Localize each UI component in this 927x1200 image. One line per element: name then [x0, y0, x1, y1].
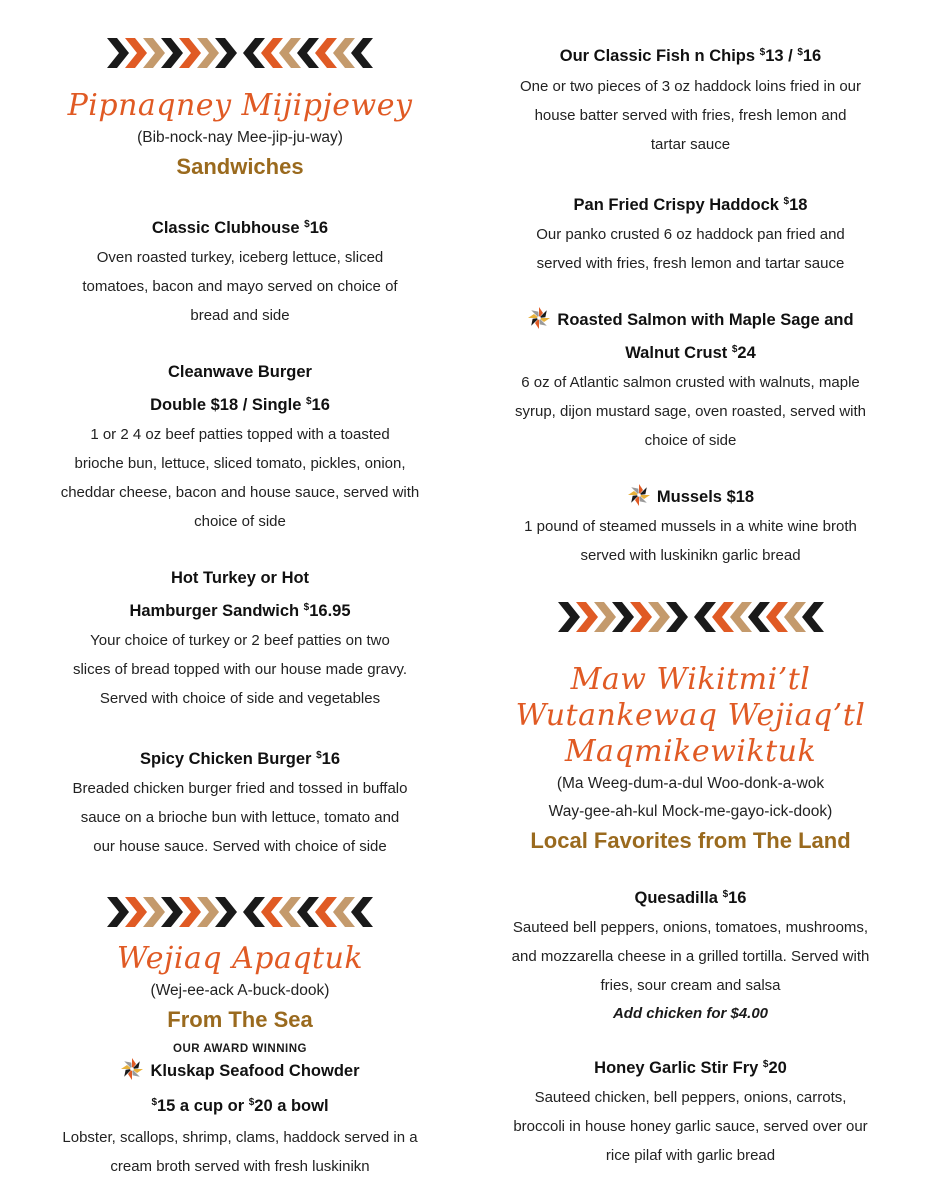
item-title: Hot Turkey or Hot	[170, 569, 310, 587]
land-title-en: Local Favorites from The Land	[530, 828, 851, 853]
eight-point-star-icon	[627, 483, 651, 507]
item-desc-line: choice of side	[194, 513, 286, 530]
item-title: Mussels $18	[478, 483, 903, 512]
item-desc-line: and mozzarella cheese in a grilled tortilla. Served with	[511, 948, 870, 965]
menu-item-classic-clubhouse	[30, 210, 450, 330]
sea-pronunciation: (Wej-ee-ack A-buck-dook)	[150, 982, 330, 999]
chowder-title: Kluskap Seafood Chowder	[30, 1057, 450, 1086]
item-desc-line: cheddar cheese, bacon and house sauce, served with	[60, 484, 420, 501]
item-desc-line: tartar sauce	[650, 136, 731, 153]
chevron-divider-right	[556, 602, 826, 632]
item-desc-line: house batter served with fries, fresh lemon and	[534, 107, 847, 124]
item-desc-line: Your choice of turkey or 2 beef patties on two	[90, 632, 390, 649]
item-desc-line: brioche bun, lettuce, sliced tomato, pickles, onion,	[74, 455, 406, 472]
item-title: Honey Garlic Stir Fry $20	[594, 1059, 787, 1077]
right-column	[478, 0, 903, 1170]
item-desc-line: 6 oz of Atlantic salmon crusted with walnuts, maple	[521, 374, 860, 391]
menu-item-hot-turkey	[30, 564, 450, 713]
sea-title-mikmaq: Wejiaq Apaqtuk	[116, 941, 364, 976]
item-note: Add chicken for $4.00	[612, 1005, 769, 1022]
item-title: Classic Clubhouse $16	[151, 219, 329, 237]
item-desc-line: 1 pound of steamed mussels in a white wine broth	[524, 518, 857, 535]
land-pronunciation-line: Way-gee-ah-kul Mock-me-gayo-ick-dook)	[548, 803, 833, 820]
item-desc-line: rice pilaf with garlic bread	[605, 1147, 776, 1164]
menu-item-roasted-salmon	[478, 306, 903, 455]
item-desc-line: Breaded chicken burger fried and tossed in buffalo	[72, 780, 408, 797]
menu-item-pan-fried-haddock	[478, 187, 903, 278]
item-desc-line: tomatoes, bacon and mayo served on choice of	[82, 278, 398, 295]
left-column	[30, 0, 450, 1181]
menu-item-cleanwave-burger	[30, 358, 450, 536]
sandwiches-title-mikmaq: Pipnaqney Mijipjewey	[67, 88, 413, 123]
item-title: Quesadilla $16	[634, 889, 747, 907]
item-desc-line: Our panko crusted 6 oz haddock pan fried and	[536, 226, 845, 243]
item-desc-line: Lobster, scallops, shrimp, clams, haddock served in a	[62, 1129, 418, 1146]
item-desc-line: broccoli in house honey garlic sauce, served over our	[513, 1118, 868, 1135]
eight-point-star-icon	[120, 1057, 144, 1081]
item-desc-line: Sauteed bell peppers, onions, tomatoes, mushrooms,	[512, 919, 869, 936]
item-title: Cleanwave Burger	[168, 363, 312, 381]
item-desc-line: slices of bread topped with our house made gravy.	[72, 661, 408, 678]
menu-item-mussels	[478, 483, 903, 570]
item-desc-line: served with fries, fresh lemon and tartar sauce	[536, 255, 845, 272]
item-desc-line: Sauteed chicken, bell peppers, onions, carrots,	[534, 1089, 847, 1106]
sea-title-en: From The Sea	[167, 1007, 313, 1032]
menu-item-quesadilla	[478, 880, 903, 1028]
item-desc-line: fries, sour cream and salsa	[600, 977, 781, 994]
land-title-mikmaq-line: Wutankewaq Wejiaq’tl	[515, 698, 866, 733]
chowder-price: $15 a cup or $20 a bowl	[151, 1097, 329, 1115]
chevron-divider-top-left	[105, 38, 375, 68]
menu-item-honey-garlic-stir-fry	[478, 1050, 903, 1170]
item-desc-line: syrup, dijon mustard sage, oven roasted, served with	[514, 403, 866, 420]
land-title-mikmaq-line: Maqmikewiktuk	[564, 734, 817, 769]
item-price-line: Double $18 / Single $16	[150, 396, 330, 414]
item-desc-line: One or two pieces of 3 oz haddock loins fried in our	[519, 78, 862, 95]
sandwiches-pronunciation: (Bib-nock-nay Mee-jip-ju-way)	[137, 129, 343, 146]
menu-item-fish-n-chips	[478, 38, 903, 159]
land-pronunciation-line: (Ma Weeg-dum-a-dul Woo-donk-a-wok	[556, 775, 825, 792]
land-title-mikmaq-line: Maw Wikitmi’tl	[570, 662, 811, 697]
item-desc-line: served with luskinikn garlic bread	[580, 547, 801, 564]
item-desc-line: cream broth served with fresh luskinikn	[110, 1158, 370, 1175]
item-desc-line: Oven roasted turkey, iceberg lettuce, sliced	[96, 249, 384, 266]
item-desc-line: 1 or 2 4 oz beef patties topped with a toasted	[90, 426, 390, 443]
eight-point-star-icon	[527, 306, 551, 330]
chevron-divider-mid-left	[105, 897, 375, 927]
item-desc-line: choice of side	[644, 432, 737, 449]
menu-item-spicy-chicken-burger	[30, 741, 450, 861]
item-title: Roasted Salmon with Maple Sage and	[478, 306, 903, 335]
item-title: Our Classic Fish n Chips $13 / $16	[559, 47, 822, 65]
item-price-line: Walnut Crust $24	[625, 344, 756, 362]
item-title: Spicy Chicken Burger $16	[140, 750, 340, 768]
item-desc-line: Served with choice of side and vegetables	[99, 690, 381, 707]
item-title: Pan Fried Crispy Haddock $18	[573, 196, 808, 214]
award-label: OUR AWARD WINNING	[173, 1043, 307, 1055]
item-desc-line: our house sauce. Served with choice of side	[93, 838, 387, 855]
sandwiches-title-en: Sandwiches	[176, 154, 304, 179]
item-price-line: Hamburger Sandwich $16.95	[129, 602, 351, 620]
item-desc-line: bread and side	[190, 307, 290, 324]
item-desc-line: sauce on a brioche bun with lettuce, tomato and	[80, 809, 400, 826]
